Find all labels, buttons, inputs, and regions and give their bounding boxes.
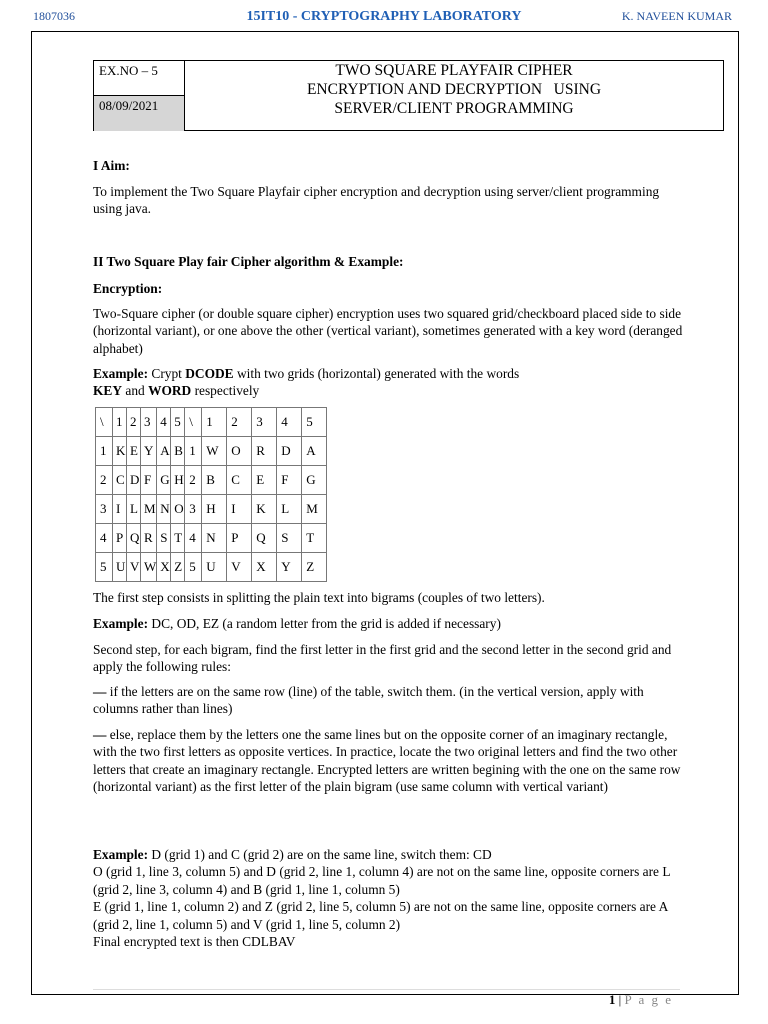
grid-cell: Q	[252, 524, 277, 553]
grid-row	[96, 524, 327, 553]
worked-example-line: E (grid 1, line 1, column 2) and Z (grid 2, line 5, column 5) are not on the same line, opposite corners are A (grid 2, line 1, column 5) and V (grid 1, line 5, column 2)	[93, 899, 668, 932]
grid-cell: 1	[202, 408, 227, 437]
grid-cell: E	[252, 466, 277, 495]
header-course-title: 15IT10 - CRYPTOGRAPHY LABORATORY	[246, 9, 522, 24]
grid-cell: 5	[185, 553, 202, 582]
grid-cell: N	[202, 524, 227, 553]
grid-cell: 2	[185, 466, 202, 495]
worked-example-line: O (grid 1, line 3, column 5) and D (grid 2, line 1, column 4) are not on the same line, opposite corners are L (grid 2, line 3, column 4) and B (grid 1, line 1, column 5)	[93, 864, 671, 897]
grid-cell: P	[227, 524, 252, 553]
grid-cell: 3	[141, 408, 157, 437]
worked-example-line: Final encrypted text is then CDLBAV	[93, 934, 296, 950]
grid-cell: 3	[96, 495, 113, 524]
grid-cell: Y	[277, 553, 302, 582]
grid-cell: U	[202, 553, 227, 582]
step-one-text: The first step consists in splitting the plain text into bigrams (couples of two letters).	[93, 590, 545, 605]
worked-example-line: Example: D (grid 1) and C (grid 2) are on the same line, switch them: CD	[93, 847, 492, 862]
grid-cell: C	[113, 466, 127, 495]
grid-cell: G	[302, 466, 327, 495]
rule-same-row: — if the letters are on the same row (line) of the table, switch them. (in the vertical version, apply with columns rather than lines)	[93, 684, 644, 717]
page-number: 1 | P a g e	[608, 992, 673, 1007]
grid-cell: F	[141, 466, 157, 495]
title-line: ENCRYPTION AND DECRYPTION USING	[306, 81, 602, 98]
example-crypt: Example: Crypt DCODE with two grids (horizontal) generated with the words KEY and WORD respectively	[93, 366, 520, 399]
example-bigrams: Example: DC, OD, EZ (a random letter from the grid is added if necessary)	[93, 616, 501, 631]
exercise-number: EX.NO – 5	[94, 61, 185, 96]
grid-cell: K	[252, 495, 277, 524]
grid-cell: 2	[127, 408, 141, 437]
grid-cell: F	[277, 466, 302, 495]
grid-row	[96, 553, 327, 582]
grid-cell: D	[127, 466, 141, 495]
grid-cell: X	[157, 553, 171, 582]
grid-cell: L	[127, 495, 141, 524]
grid-cell: 4	[157, 408, 171, 437]
grid-cell: H	[171, 466, 185, 495]
grid-cell: P	[113, 524, 127, 553]
aim-heading: I Aim:	[93, 158, 130, 173]
step-two-text: Second step, for each bigram, find the first letter in the first grid and the second letter in the second grid and apply the following rules:	[93, 642, 672, 675]
grid-cell: 2	[96, 466, 113, 495]
grid-cell: D	[277, 437, 302, 466]
grid-cell: W	[141, 553, 157, 582]
grid-cell: 3	[252, 408, 277, 437]
grid-cell: M	[141, 495, 157, 524]
two-square-grids	[95, 407, 327, 582]
grid-cell: 5	[302, 408, 327, 437]
grid-cell: B	[202, 466, 227, 495]
exercise-date: 08/09/2021	[94, 96, 185, 131]
grid-cell: O	[227, 437, 252, 466]
grid-cell: Q	[127, 524, 141, 553]
grid-row	[96, 495, 327, 524]
grid-cell: A	[302, 437, 327, 466]
grid-cell: 1	[113, 408, 127, 437]
grid-cell: \	[185, 408, 202, 437]
grid-cell: A	[157, 437, 171, 466]
grid-cell: 3	[185, 495, 202, 524]
grid-cell: S	[277, 524, 302, 553]
encryption-description: Two-Square cipher (or double square cipher) encryption uses two squared grid/checkboard placed side to side (horizontal variant), or one above the other (vertical variant), sometimes generated with a key word (deranged alphabet)	[93, 306, 683, 356]
encryption-heading: Encryption:	[93, 281, 163, 296]
aim-text: To implement the Two Square Playfair cipher encryption and decryption using server/client programming using java.	[93, 184, 660, 217]
title-line: TWO SQUARE PLAYFAIR CIPHER	[335, 62, 573, 79]
grid-cell: 5	[171, 408, 185, 437]
grid-cell: H	[202, 495, 227, 524]
title-line: SERVER/CLIENT PROGRAMMING	[334, 100, 574, 117]
grid-cell: X	[252, 553, 277, 582]
grid-cell: K	[113, 437, 127, 466]
grid-row	[96, 437, 327, 466]
grid-cell: L	[277, 495, 302, 524]
title-box	[93, 60, 724, 131]
grid-cell: W	[202, 437, 227, 466]
grid-cell: V	[227, 553, 252, 582]
worked-example	[93, 846, 683, 951]
header-roll-number: 1807036	[33, 9, 75, 23]
grid-cell: \	[96, 408, 113, 437]
grid-cell: V	[127, 553, 141, 582]
grid-cell: Z	[171, 553, 185, 582]
grid-cell: 4	[96, 524, 113, 553]
grid-cell: I	[113, 495, 127, 524]
grid-cell: 4	[277, 408, 302, 437]
grid-cell: T	[171, 524, 185, 553]
grid-cell: Y	[141, 437, 157, 466]
grid-cell: N	[157, 495, 171, 524]
grid-row	[96, 466, 327, 495]
grid-table	[95, 407, 327, 582]
grid-cell: I	[227, 495, 252, 524]
grid-cell: 5	[96, 553, 113, 582]
grid-cell: R	[141, 524, 157, 553]
grid-cell: M	[302, 495, 327, 524]
section-heading: II Two Square Play fair Cipher algorithm & Example:	[93, 254, 404, 269]
grid-cell: C	[227, 466, 252, 495]
header-author: K. NAVEEN KUMAR	[621, 9, 732, 23]
grid-cell: E	[127, 437, 141, 466]
grid-cell: O	[171, 495, 185, 524]
grid-cell: 2	[227, 408, 252, 437]
grid-cell: 4	[185, 524, 202, 553]
grid-cell: S	[157, 524, 171, 553]
grid-cell: R	[252, 437, 277, 466]
grid-cell: G	[157, 466, 171, 495]
grid-cell: 1	[185, 437, 202, 466]
grid-cell: 1	[96, 437, 113, 466]
grid-cell: Z	[302, 553, 327, 582]
grid-row	[96, 408, 327, 437]
grid-cell: U	[113, 553, 127, 582]
footer-divider	[93, 989, 680, 990]
grid-cell: B	[171, 437, 185, 466]
exercise-title	[185, 62, 723, 119]
rule-opposite-corner: — else, replace them by the letters one the same lines but on the opposite corner of an imaginary rectangle, with the two first letters as opposite vertices. In practice, locate the two original letters and find the two other letters that create an imaginary rectangle. Encrypted letters are written begining with the one on the same row (horizontal variant) as the first letter of the plain bigram (use same column with vertical variant)	[93, 727, 681, 795]
grid-cell: T	[302, 524, 327, 553]
